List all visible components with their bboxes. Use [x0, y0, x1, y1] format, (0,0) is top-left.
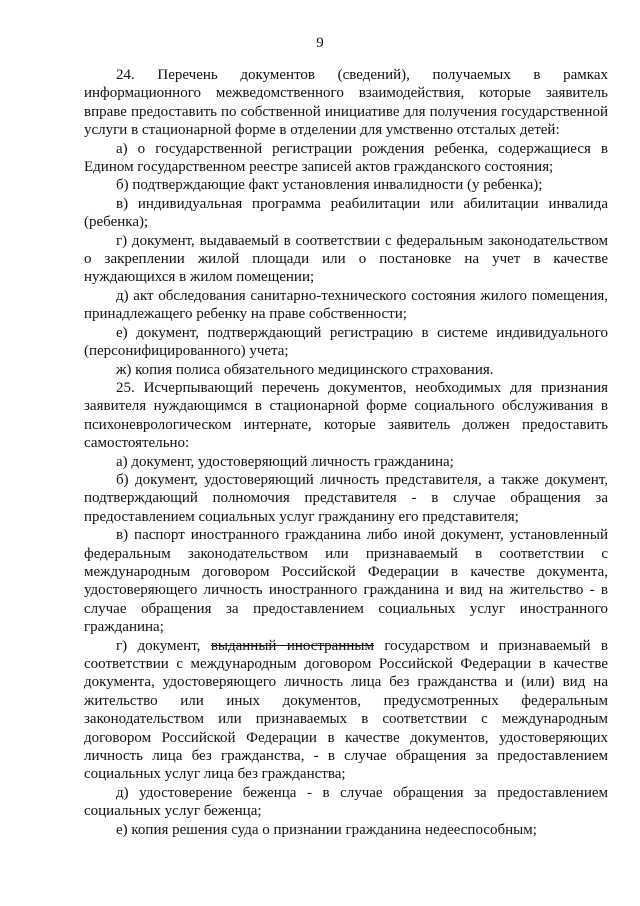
paragraph: [84, 453, 608, 471]
paragraph-text: 25. Исчерпывающий перечень документов, необходимых для признания заявителя нуждающимся в стационарной форме социального обслуживания в психоневрологическом интернате, которые заявитель должен предоставить самостоятельно:: [84, 379, 608, 452]
paragraph-text: б) документ, удостоверяющий личность представителя, а также документ, подтверждающий полномочия представителя - в случае обращения за предоставлением социальных услуг гражданину его представителя;: [84, 471, 608, 525]
paragraph: [84, 471, 608, 526]
paragraph: [84, 232, 608, 287]
paragraph: [84, 821, 608, 839]
page-number: 9: [316, 35, 324, 51]
paragraph: [84, 526, 608, 636]
paragraph-text: а) о государственной регистрации рождения ребенка, содержащиеся в Едином государственном реестре записей актов гражданского состояния;: [84, 140, 608, 176]
paragraph: [84, 140, 608, 177]
paragraph: [84, 195, 608, 232]
paragraph: [84, 176, 608, 194]
paragraph: [84, 66, 608, 140]
paragraph-text: г) документ, выдаваемый в соответствии с федеральным законодательством о закреплении жилой площади или о постановке на учет в качестве нуждающихся в жилом помещении;: [84, 232, 608, 286]
paragraph-text: б) подтверждающие факт установления инвалидности (у ребенка);: [116, 177, 543, 194]
paragraph-text: е) документ, подтверждающий регистрацию в системе индивидуального (персонифицированного) учета;: [84, 324, 608, 360]
paragraph: [84, 324, 608, 361]
paragraph-text: г) документ,: [116, 637, 211, 654]
paragraph: [84, 784, 608, 821]
paragraph-text: 24. Перечень документов (сведений), получаемых в рамках информационного межведомственного взаимодействия, которые заявитель вправе предоставить по собственной инициативе для получения государственной услуги в стационарной форме в отделении для умственно отсталых детей:: [84, 67, 608, 139]
paragraph-text: е) копия решения суда о признании гражданина недееспособным;: [116, 821, 537, 838]
document-body: [84, 66, 608, 839]
paragraph: [84, 379, 608, 453]
paragraph-text: в) паспорт иностранного гражданина либо иной документ, установленный федеральным законодательством или признаваемый в соответствии с международным договором Российской Федерации в качестве документа, удостоверяющего личность иностранного гражданина и вид на жительство - в случае обращения за предоставлением социальных услуг иностранного гражданина;: [84, 527, 608, 636]
paragraph-text: в) индивидуальная программа реабилитации или абилитации инвалида (ребенка);: [84, 195, 608, 231]
paragraph: [84, 637, 608, 784]
paragraph-text: государством и признаваемый в соответствии с международным договором Российской Федерации в качестве документа, удостоверяющего личность лица без гражданства и (или) вид на жительство или иных документов, предусмотренных федеральным законодательством или признаваемых в соответствии с международным договором Российской Федерации в качестве документов, удостоверяющих личность лица без гражданства, - в случае обращения за предоставлением социальных услуг лица без гражданства;: [84, 637, 608, 783]
paragraph-text: а) документ, удостоверяющий личность гражданина;: [116, 453, 454, 470]
paragraph-text: д) акт обследования санитарно-технического состояния жилого помещения, принадлежащего ребенку на праве собственности;: [84, 287, 608, 323]
paragraph-text: д) удостоверение беженца - в случае обращения за предоставлением социальных услуг беженца;: [84, 784, 608, 820]
struck-text: выданный иностранным: [210, 637, 374, 654]
paragraph: [84, 361, 608, 379]
paragraph-text: ж) копия полиса обязательного медицинского страхования.: [116, 361, 494, 378]
paragraph: [84, 287, 608, 324]
